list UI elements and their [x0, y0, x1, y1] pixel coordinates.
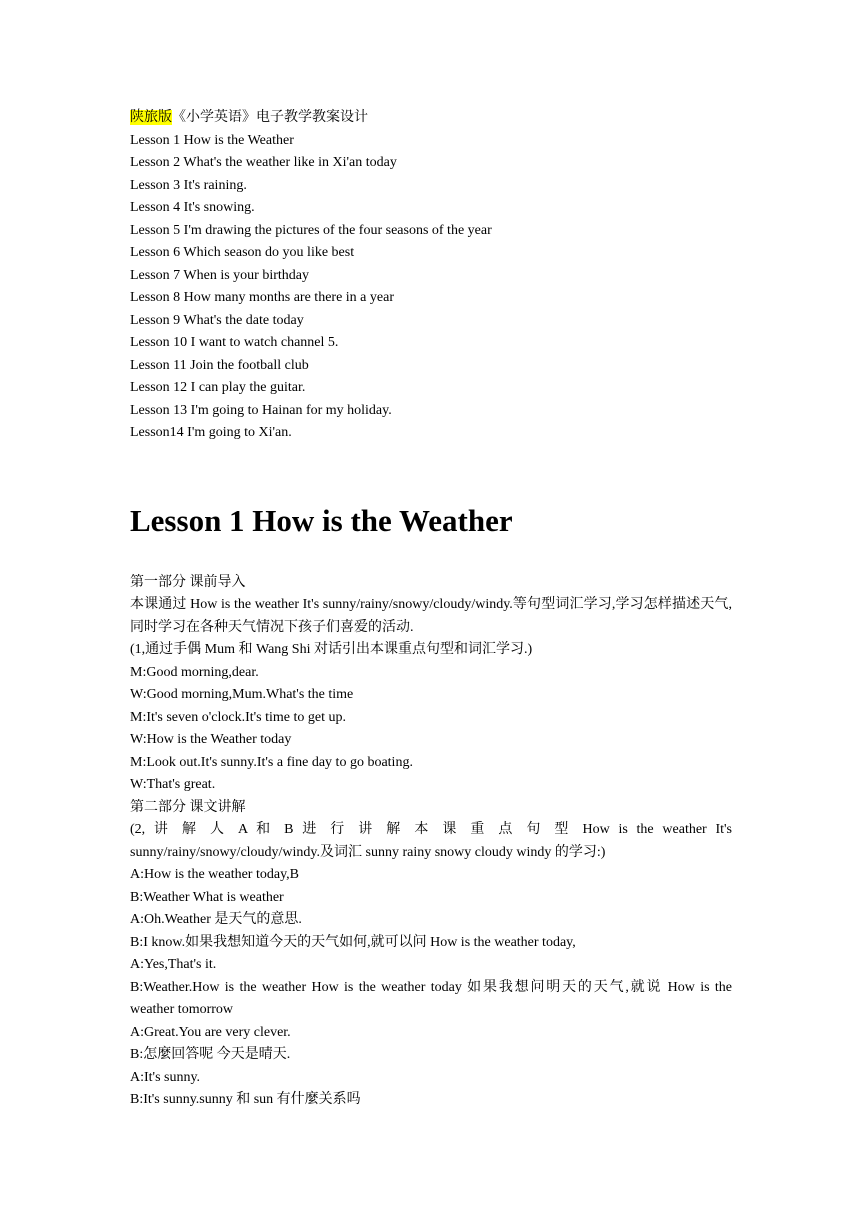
dialogue-line: M:Look out.It's sunny.It's a fine day to go boating. [130, 754, 413, 770]
dialogue-line: A:Great.You are very clever. [130, 1024, 291, 1040]
lesson-list-item: Lesson 3 It's raining. [130, 177, 247, 193]
lesson-list-item: Lesson 7 When is your birthday [130, 267, 309, 283]
dialogue-line: A:How is the weather today,B [130, 867, 299, 882]
dialogue-line: B:Weather.How is the weather How is the weather today 如果我想问明天的天气,就说 How is the weather tomorrow [130, 979, 732, 1017]
dialogue-line: A:Yes,That's it. [130, 957, 217, 972]
highlighted-publisher: 陕旅版 [130, 110, 172, 125]
document-header [130, 107, 732, 130]
dialogue-line: A:It's sunny. [130, 1069, 201, 1085]
section-heading: 第一部分 课前导入 [130, 574, 246, 590]
intro-paragraph: 本课通过 How is the weather It's sunny/rainy/snowy/cloudy/windy.等句型词汇学习,学习怎样描述天气,同时学习在各种天气情况下孩子们喜爱的活动. [130, 597, 732, 635]
explanation-paragraph: (2, 讲 解 人 A 和 B 进 行 讲 解 本 课 重 点 句 型 How is the weather It's sunny/rainy/snowy/cloudy/windy.及词汇 sunny rainy snowy cloudy windy 的学习:) [130, 822, 732, 860]
lesson-body [130, 572, 732, 1112]
header-title: 《小学英语》电子教学教案设计 [172, 110, 368, 125]
dialogue-line: B:怎麼回答呢 今天是晴天. [130, 1047, 291, 1062]
lesson-heading: Lesson 1 How is the Weather [130, 502, 513, 538]
lesson-list-item: Lesson 12 I can play the guitar. [130, 380, 306, 395]
lesson-list-item: Lesson 9 What's the date today [130, 312, 304, 328]
lesson-list-item: Lesson 13 I'm going to Hainan for my holiday. [130, 402, 392, 418]
dialogue-line: W:Good morning,Mum.What's the time [130, 687, 354, 702]
dialogue-line: W:That's great. [130, 777, 216, 792]
body-line: (1,通过手偶 Mum 和 Wang Shi 对话引出本课重点句型和词汇学习.) [130, 642, 533, 657]
lesson-list-item: Lesson 8 How many months are there in a year [130, 290, 394, 305]
section-heading: 第二部分 课文讲解 [130, 799, 246, 815]
dialogue-line: W:How is the Weather today [130, 732, 292, 747]
lesson-list-item: Lesson 5 I'm drawing the pictures of the four seasons of the year [130, 222, 492, 238]
lesson-list-item: Lesson 1 How is the Weather [130, 132, 294, 148]
lesson-list-item: Lesson 10 I want to watch channel 5. [130, 335, 339, 350]
lesson-list-item: Lesson 11 Join the football club [130, 357, 309, 373]
lesson-list [130, 130, 732, 445]
dialogue-line: B:I know.如果我想知道今天的天气如何,就可以问 How is the weather today, [130, 934, 576, 950]
dialogue-line: A:Oh.Weather 是天气的意思. [130, 912, 302, 927]
lesson-list-item: Lesson14 I'm going to Xi'an. [130, 425, 292, 440]
dialogue-line: M:Good morning,dear. [130, 664, 259, 680]
lesson-list-item: Lesson 4 It's snowing. [130, 200, 255, 215]
dialogue-line: M:It's seven o'clock.It's time to get up. [130, 709, 346, 725]
lesson-list-item: Lesson 2 What's the weather like in Xi'an today [130, 155, 397, 170]
dialogue-line: B:Weather What is weather [130, 889, 284, 905]
document-page [130, 107, 732, 1112]
dialogue-line: B:It's sunny.sunny 和 sun 有什麼关系吗 [130, 1092, 361, 1107]
lesson-list-item: Lesson 6 Which season do you like best [130, 245, 355, 260]
